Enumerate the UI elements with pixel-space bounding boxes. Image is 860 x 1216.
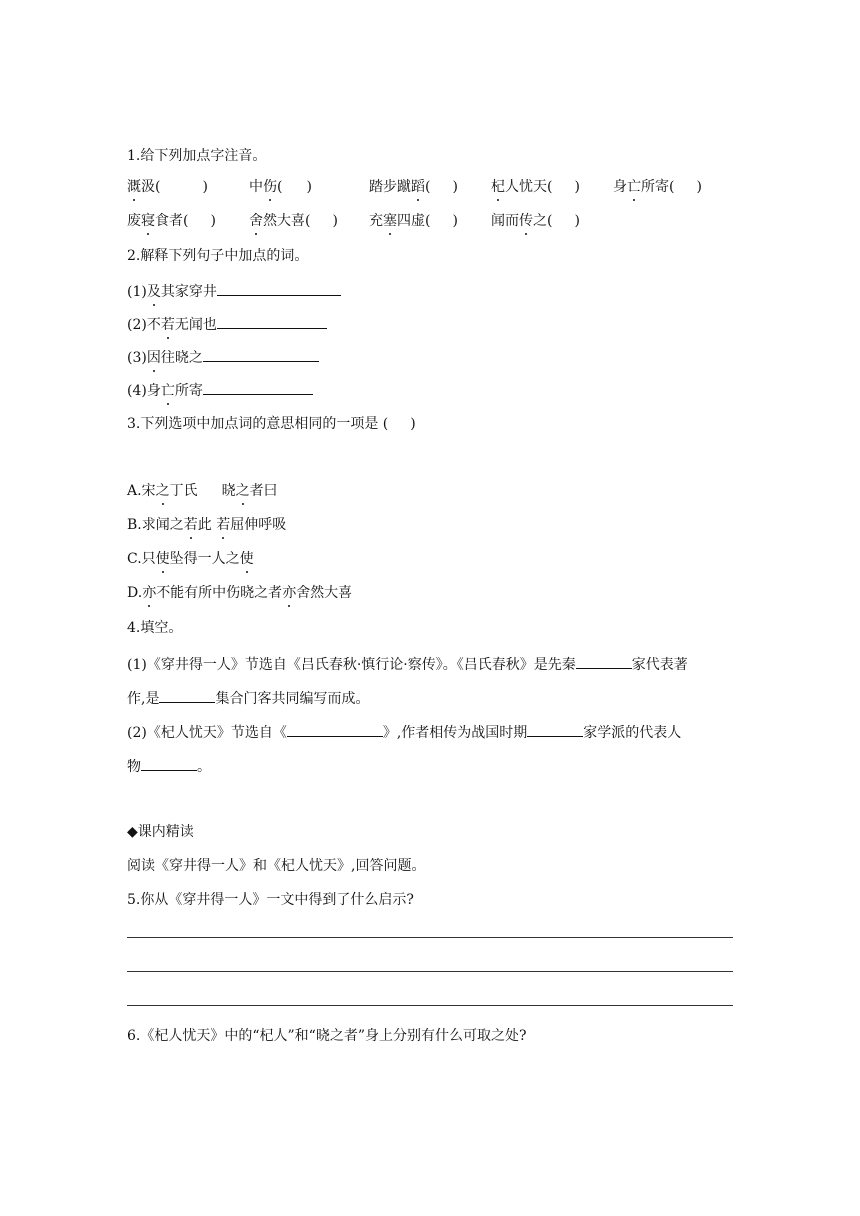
q3-option-c: C.只使坠得一人之使 [127, 551, 254, 567]
answer-line[interactable] [127, 937, 733, 938]
answer-blank[interactable] [203, 379, 313, 395]
q5-title: 5.你从《穿井得一人》一文中得到了什么启示? [127, 892, 414, 908]
answer-blank[interactable] [527, 721, 583, 737]
answer-blank[interactable] [287, 721, 383, 737]
q1-item-4: 杞人忧天( ) [491, 179, 580, 195]
q4-title: 4.填空。 [127, 620, 183, 636]
q4-p2-line1: (2)《杞人忧天》节选自《 》,作者相传为战国时期 家学派的代表人 [127, 721, 681, 743]
q3-option-d: D.亦不能有所中伤晓之者亦舍然大喜 [127, 585, 353, 601]
q3-title: 3.下列选项中加点词的意思相同的一项是 ( ) [127, 416, 416, 432]
q1-item-8: 充塞四虚( ) [369, 213, 458, 229]
answer-line[interactable] [127, 1005, 733, 1006]
q2-item-2: (2)不若无闻也 [127, 313, 327, 335]
answer-blank[interactable] [576, 653, 632, 669]
section-heading: ◆课内精读 [127, 824, 194, 840]
answer-blank[interactable] [159, 687, 215, 703]
q3-option-b: B.求闻之若此 若屈伸呼吸 [127, 517, 287, 533]
q1-title: 1.给下列加点字注音。 [127, 148, 267, 164]
q1-item-6: 废寝食者( ) [127, 213, 216, 229]
q2-item-3: (3)因往晓之 [127, 346, 319, 368]
q1-item-9: 闻而传之( ) [491, 213, 580, 229]
answer-blank[interactable] [217, 280, 341, 296]
q3-option-a: A.宋之丁氏 晓之者曰 [127, 483, 278, 499]
q1-item-3: 踏步蹴蹈( ) [369, 179, 458, 195]
q1-item-1: 溉汲( ) [127, 179, 208, 195]
section-intro: 阅读《穿井得一人》和《杞人忧天》,回答问题。 [127, 858, 426, 874]
q6-title: 6.《杞人忧天》中的“杞人”和“晓之者”身上分别有什么可取之处? [127, 1028, 527, 1044]
q4-p2-line2: 物 。 [127, 755, 211, 777]
q2-item-1: (1)及其家穿井 [127, 280, 341, 302]
q1-item-2: 中伤( ) [249, 179, 312, 195]
q2-title: 2.解释下列句子中加点的词。 [127, 248, 309, 264]
answer-line[interactable] [127, 971, 733, 972]
q1-row1 [127, 177, 747, 197]
q2-item-4: (4)身亡所寄 [127, 379, 313, 401]
q1-item-5: 身亡所寄( ) [613, 179, 702, 195]
q4-p1-line2: 作,是 集合门客共同编写而成。 [127, 687, 369, 709]
answer-blank[interactable] [141, 755, 197, 771]
q4-p1-line1: (1)《穿井得一人》节选自《吕氏春秋·慎行论·察传》。《吕氏春秋》是先秦 家代表著 [127, 653, 688, 675]
answer-blank[interactable] [217, 313, 327, 329]
q1-item-7: 舍然大喜( ) [249, 213, 338, 229]
q1-row2 [127, 211, 747, 231]
answer-blank[interactable] [203, 346, 319, 362]
